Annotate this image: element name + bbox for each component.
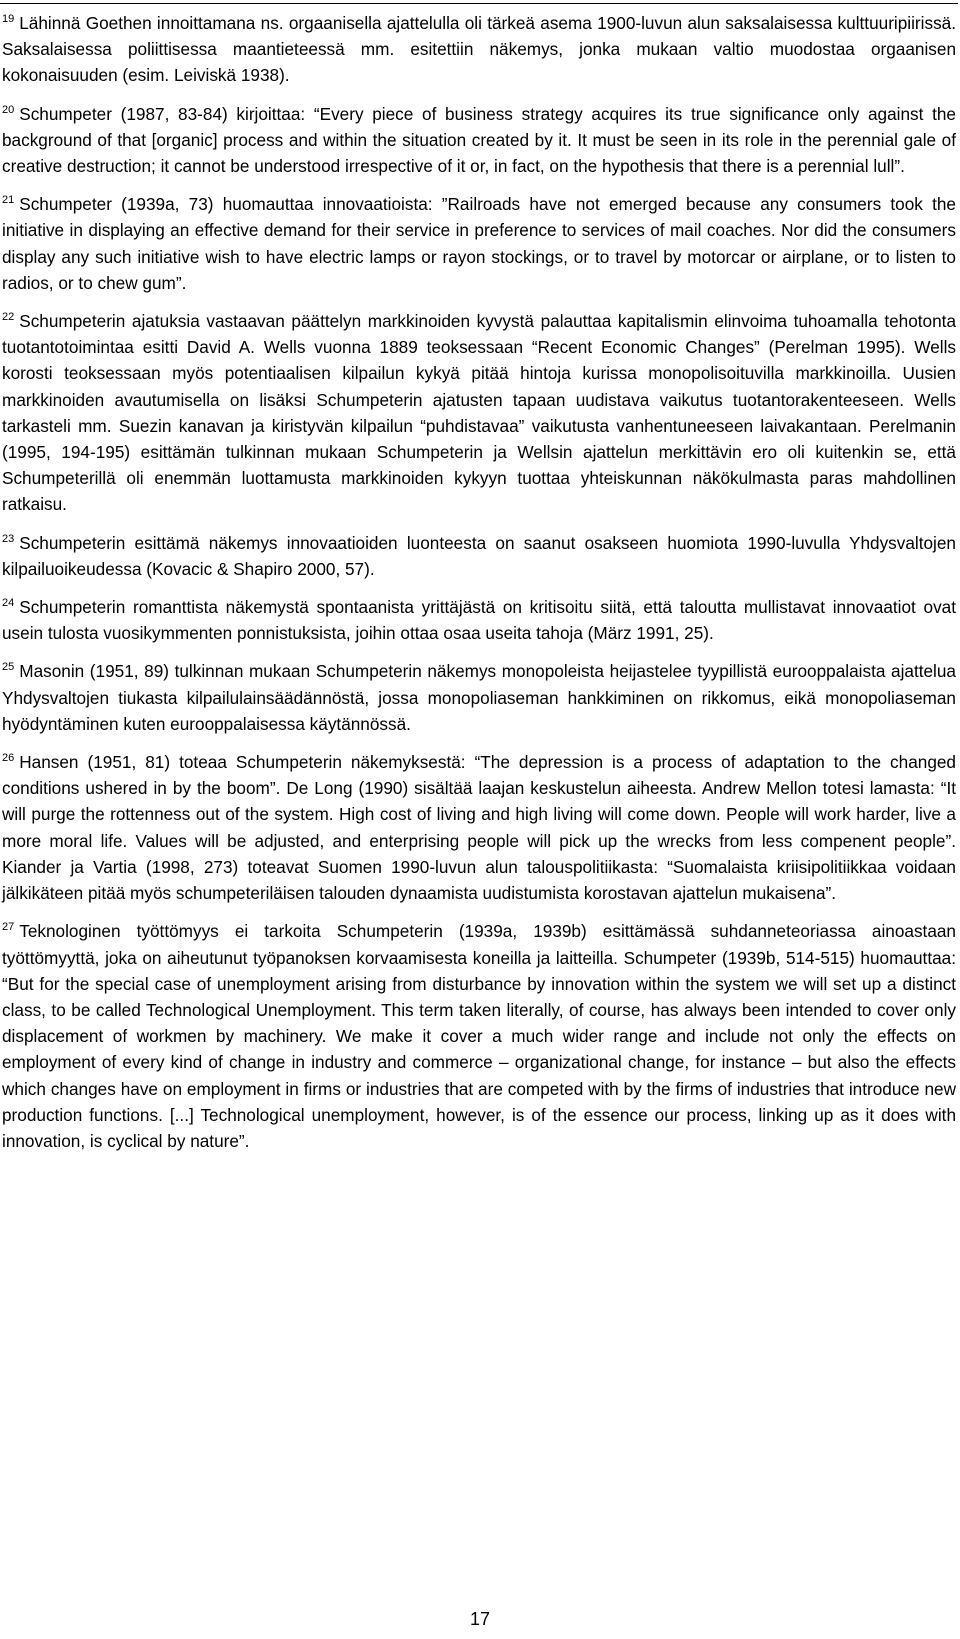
footnote-19 — [2, 10, 956, 89]
footnote-number: 26 — [2, 752, 15, 765]
footnote-text: Lähinnä Goethen innoittamana ns. orgaanisella ajattelulla oli tärkeä asema 1900-luvun alun saksalaisessa kulttuuripiirissä. Saksalaisessa poliittisessa maantieteessä mm. esitettiin näkemys, jonka mukaan valtio muodostaa orgaanisen kokonaisuuden (esim. Leiviskä 1938). — [2, 13, 956, 86]
footnote-text: Schumpeterin ajatuksia vastaavan päättelyn markkinoiden kyvystä palauttaa kapitalismin elinvoima tuhoamalla tehotonta tuotantotoimintaa esitti David A. Wells vuonna 1889 teoksessaan “Recent Economic Changes” (Perelman 1995). Wells korosti teoksessaan myös potentiaalisen kilpailun kykyä pitää hintoja kurissa monopolisoituvilla markkinoilla. Uusien markkinoiden avautumisella on lisäksi Schumpeterin ajatusten tapaan uudistava vaikutus tuotantorakenteeseen. Wells tarkasteli mm. Suezin kanavan ja kiristyvän kilpailun “puhdistavaa” vaikutusta vanhentuneeseen laivakantaan. Perelmanin (1995, 194-195) esittämän tulkinnan mukaan Schumpeterin ja Wellsin ajattelun merkittävin ero oli kuitenkin se, että Schumpeterillä oli enemmän luottamusta markkinoiden kykyyn tuottaa yhteiskunnan näkökulmasta paras mahdollinen ratkaisu. — [2, 311, 956, 515]
footnote-20 — [2, 101, 956, 180]
footnote-number: 27 — [2, 921, 15, 934]
footnote-number: 24 — [2, 597, 15, 610]
footnote-23 — [2, 530, 956, 582]
footnote-24 — [2, 594, 956, 646]
footnote-text: Masonin (1951, 89) tulkinnan mukaan Schumpeterin näkemys monopoleista heijastelee tyypillistä eurooppalaista ajattelua Yhdysvaltojen tiukasta kilpailulainsäädännöstä, jossa monopoliaseman hankkiminen on rikkomus, eikä monopoliaseman hyödyntäminen kuten eurooppalaisessa käytännössä. — [2, 661, 956, 734]
page-number: 17 — [469, 1609, 491, 1629]
footnote-27 — [2, 918, 956, 1154]
footnote-21 — [2, 191, 956, 296]
footnote-text: Schumpeterin romanttista näkemystä spontaanista yrittäjästä on kritisoitu siitä, että taloutta mullistavat innovaatiot ovat usein tulosta vuosikymmenten ponnistuksista, joihin ottaa osaa useita tahoja (März 1991, 25). — [2, 597, 956, 644]
footnote-number: 19 — [2, 13, 15, 25]
footnote-text: Teknologinen työttömyys ei tarkoita Schumpeterin (1939a, 1939b) esittämässä suhdanneteoriassa ainoastaan työttömyyttä, joka on aiheutunut työpanoksen korvaamisesta koneilla ja laitteilla. Schumpeter (1939b, 514-515) huomauttaa: “But for the special case of unemployment arising from disturbance by innovation within the system we will set up a distinct class, to be called Technological Unemployment. This term taken literally, of course, has always been intended to cover only displacement of workmen by machinery. We make it cover a much wider range and include not only the effects on employment of every kind of change in industry and commerce – organizational change, for instance – but also the effects which changes have on employment in firms or industries that are competed with by the firms of industries that introduce new production functions. [...] Technological unemployment, however, is of the essence our process, linking up as it does with innovation, is cyclical by nature”. — [2, 921, 956, 1151]
footnote-22 — [2, 308, 956, 518]
footnote-text: Schumpeter (1987, 83-84) kirjoittaa: “Every piece of business strategy acquires its true significance only against the background of that [organic] process and within the situation created by it. It must be seen in its role in the perennial gale of creative destruction; it cannot be understood irrespective of it or, in fact, on the hypothesis that there is a perennial lull”. — [2, 103, 956, 177]
footnote-number: 21 — [2, 194, 15, 207]
footnote-text: Hansen (1951, 81) toteaa Schumpeterin näkemyksestä: “The depression is a process of adaptation to the changed conditions ushered in by the boom”. De Long (1990) sisältää laajan keskustelun aiheesta. Andrew Mellon totesi lamasta: “It will purge the rottenness out of the system. High cost of living and high living will come down. People will work harder, live a more moral life. Values will be adjusted, and enterprising people will pick up the wrecks from less compenent people”. Kiander ja Vartia (1998, 273) toteavat Suomen 1990-luvun alun talouspolitiikasta: “Suomalaista kriisipolitiikkaa voidaan jälkikäteen pitää myös schumpeteriläisen talouden dynaamista uudistumista korostavan ajattelun mukaisena”. — [2, 752, 956, 904]
footnote-text: Schumpeterin esittämä näkemys innovaatioiden luonteesta on saanut osakseen huomiota 1990-luvulla Yhdysvaltojen kilpailuoikeudessa (Kovacic & Shapiro 2000, 57). — [2, 532, 956, 579]
footnote-26 — [2, 749, 956, 906]
footnotes-section — [2, 10, 956, 1154]
footnote-25 — [2, 658, 956, 737]
footnote-text: Schumpeter (1939a, 73) huomauttaa innovaatioista: ”Railroads have not emerged because any consumers took the initiative in displaying an effective demand for their service in preference to services of mail coaches. Nor did the consumers display any such initiative wish to have electric lamps or rayon stockings, or to travel by motorcar or airplane, or to listen to radios, or to chew gum”. — [2, 194, 956, 293]
footnote-number: 22 — [2, 311, 15, 324]
footnote-number: 23 — [2, 532, 15, 545]
footnote-separator-line — [0, 3, 958, 4]
footnote-number: 25 — [2, 661, 15, 674]
footnote-number: 20 — [2, 103, 15, 116]
